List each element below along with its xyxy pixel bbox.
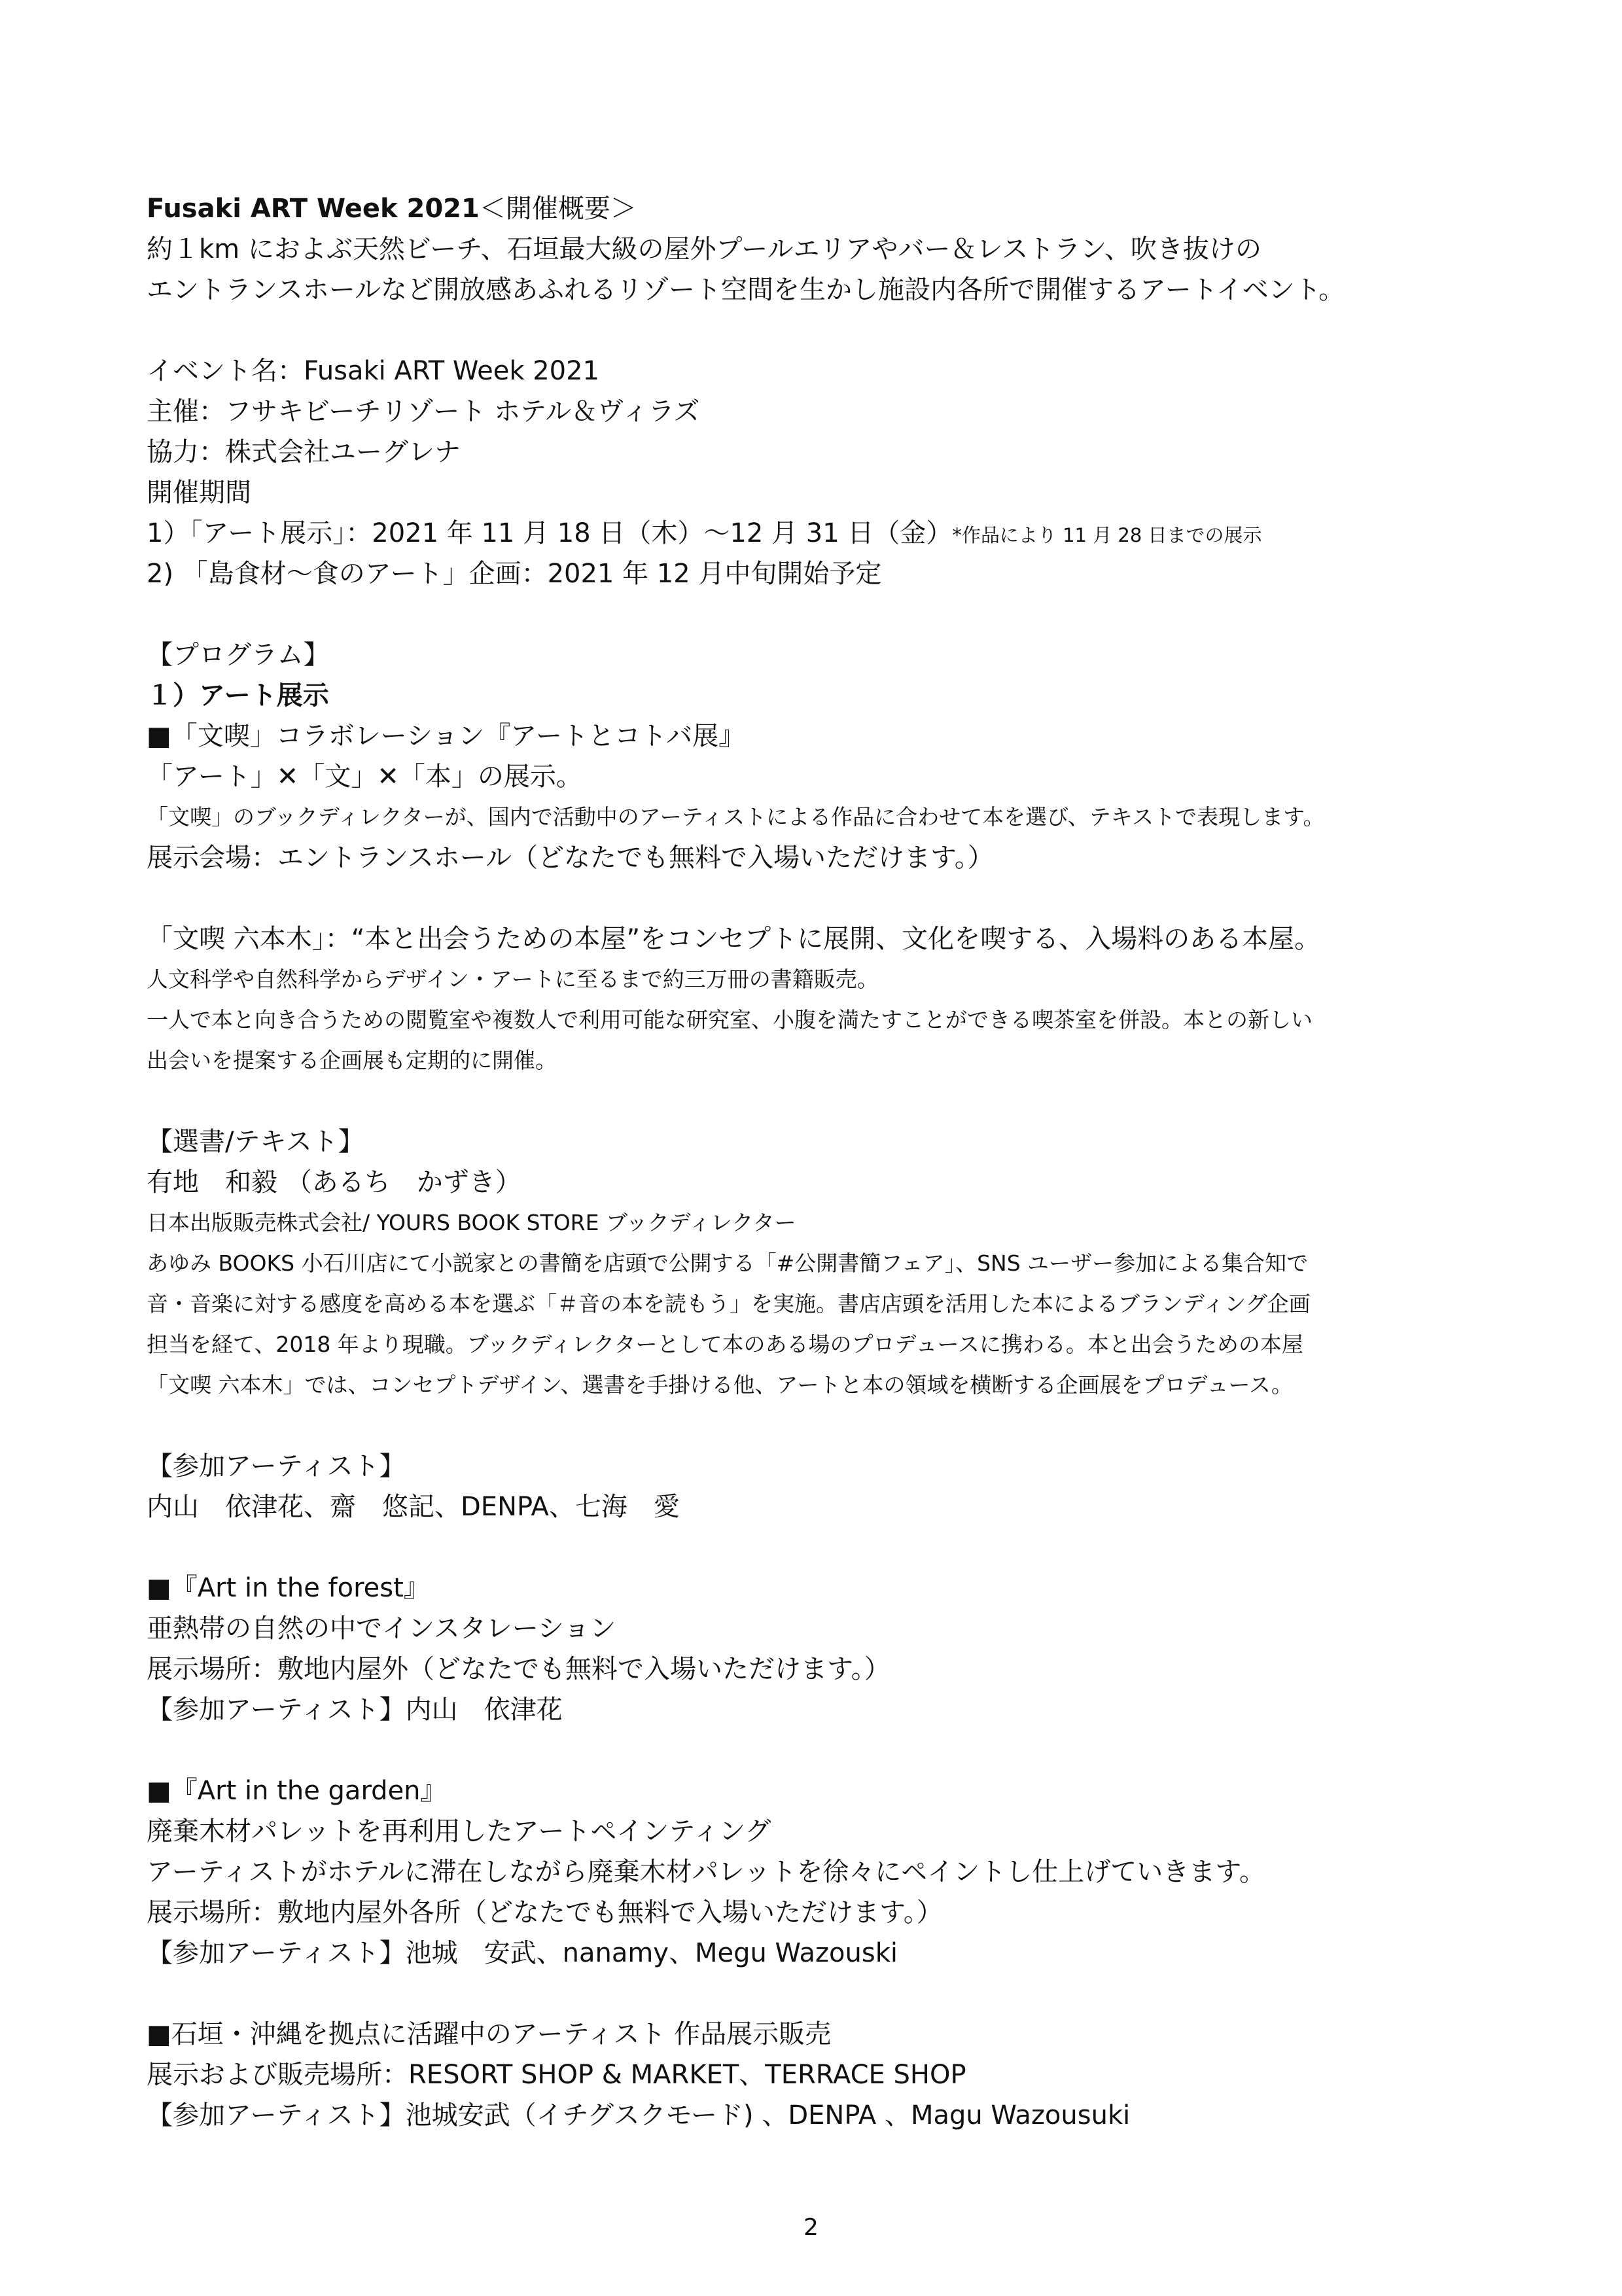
bunkitsu-title: ■「文喫」コラボレーション『アートとコトバ展』 — [147, 721, 745, 751]
spacer — [147, 1527, 1481, 1568]
artists-heading: 【参加アーティスト】 — [147, 1451, 406, 1481]
garden-venue: 展示場所：敷地内屋外各所（どなたでも無料で入場いただけます。） — [147, 1898, 943, 1928]
okinawa-title: ■石垣・沖縄を拠点に活躍中のアーティスト 作品展示販売 — [147, 2019, 832, 2049]
selector-bio-1: あゆみ BOOKS 小石川店にて小説家との書簡を店頭で公開する「#公開書簡フェア」、SNS ユーザー参加による集合知で — [147, 1250, 1309, 1276]
selector-affiliation: 日本出版販売株式会社/ YOURS BOOK STORE ブックディレクター — [147, 1210, 796, 1235]
period-1-text: 1）「アート展示」：2021 年 11 月 18 日（木）～12 月 31 日（金） — [147, 518, 953, 548]
program-heading: 【プログラム】 — [147, 640, 330, 670]
selector-name: 有地 和毅 （あるち かずき） — [147, 1167, 521, 1197]
garden-title: ■『Art in the garden』 — [147, 1776, 447, 1806]
spacer — [147, 878, 1481, 919]
organizer: 主催：フサキビーチリゾート ホテル＆ヴィラズ — [147, 397, 700, 427]
spacer — [147, 310, 1481, 351]
garden-desc-1: 廃棄木材パレットを再利用したアートペインティング — [147, 1816, 771, 1846]
overview-desc-2: エントランスホールなど開放感あふれるリゾート空間を生かし施設内各所で開催するアートイベント。 — [147, 275, 1345, 305]
bunkitsu-desc: 「文喫」のブックディレクターが、国内で活動中のアーティストによる作品に合わせて本を選び、テキストで表現します。 — [147, 804, 1325, 830]
forest-artists: 【参加アーティスト】内山 依津花 — [147, 1695, 563, 1725]
spacer — [147, 1730, 1481, 1771]
spacer — [147, 594, 1481, 635]
period-2: 2) 「島食材～食のアート」企画：2021 年 12 月中旬開始予定 — [147, 559, 882, 589]
overview-title-bold: Fusaki ART Week 2021 — [147, 194, 480, 224]
roppongi-intro: 「文喫 六本木」：“本と出会うための本屋”をコンセプトに展開、文化を喫する、入場料のある本屋。 — [147, 924, 1321, 954]
spacer — [147, 1081, 1481, 1122]
period-1-note: *作品により 11 月 28 日までの展示 — [952, 524, 1262, 546]
forest-desc: 亜熱帯の自然の中でインスタレーション — [147, 1614, 616, 1644]
period-label: 開催期間 — [147, 478, 251, 508]
spacer — [147, 1405, 1481, 1446]
roppongi-desc-2: 一人で本と向き合うための閲覧室や複数人で利用可能な研究室、小腹を満たすことができる喫茶室を併設。本との新しい — [147, 1007, 1313, 1033]
period-1 — [147, 513, 1481, 554]
selector-bio-4: 「文喫 六本木」では、コンセプトデザイン、選書を手掛ける他、アートと本の領域を横断する企画展をプロデュース。 — [147, 1372, 1293, 1398]
bunkitsu-line: 「アート」✕「文」✕「本」の展示。 — [147, 762, 582, 792]
roppongi-desc-3: 出会いを提案する企画展も定期的に開催。 — [147, 1048, 557, 1073]
forest-venue: 展示場所：敷地内屋外（どなたでも無料で入場いただけます。） — [147, 1654, 890, 1684]
okinawa-venue: 展示および販売場所：RESORT SHOP & MARKET、TERRACE SHOP — [147, 2060, 966, 2090]
selector-bio-2: 音・音楽に対する感度を高める本を選ぶ「＃音の本を読もう」を実施。書店店頭を活用した本によるブランディング企画 — [147, 1291, 1311, 1316]
overview-title-rest: ＜開催概要＞ — [479, 194, 637, 224]
garden-artists: 【参加アーティスト】池城 安武、nanamy、Megu Wazouski — [147, 1938, 898, 1968]
forest-title: ■『Art in the forest』 — [147, 1573, 430, 1603]
event-name: イベント名：Fusaki ART Week 2021 — [147, 356, 600, 386]
okinawa-artists: 【参加アーティスト】池城安武（イチグスクモード) 、DENPA 、Magu Wazousuki — [147, 2100, 1131, 2130]
roppongi-desc-1: 人文科学や自然科学からデザイン・アートに至るまで約三万冊の書籍販売。 — [147, 966, 879, 992]
bunkitsu-venue: 展示会場：エントランスホール（どなたでも無料で入場いただけます。） — [147, 843, 994, 873]
page-content — [147, 188, 1481, 2136]
artists-names: 内山 依津花、齋 悠記、DENPA、七海 愛 — [147, 1492, 680, 1522]
spacer — [147, 1973, 1481, 2014]
selector-heading: 【選書/テキスト】 — [147, 1127, 364, 1157]
overview-title — [147, 188, 1481, 229]
overview-desc-1: 約１km におよぶ天然ビーチ、石垣最大級の屋外プールエリアやバー＆レストラン、吹き抜けの — [147, 234, 1262, 264]
program-sub-heading: １）アート展示 — [147, 680, 329, 711]
garden-desc-2: アーティストがホテルに滞在しながら廃棄木材パレットを徐々にペイントし仕上げていきます。 — [147, 1857, 1265, 1887]
page-number: 2 — [803, 2214, 819, 2241]
selector-bio-3: 担当を経て、2018 年より現職。ブックディレクターとして本のある場のプロデュースに携わる。本と出会うための本屋 — [147, 1332, 1303, 1357]
cooperation: 協力：株式会社ユーグレナ — [147, 437, 461, 467]
